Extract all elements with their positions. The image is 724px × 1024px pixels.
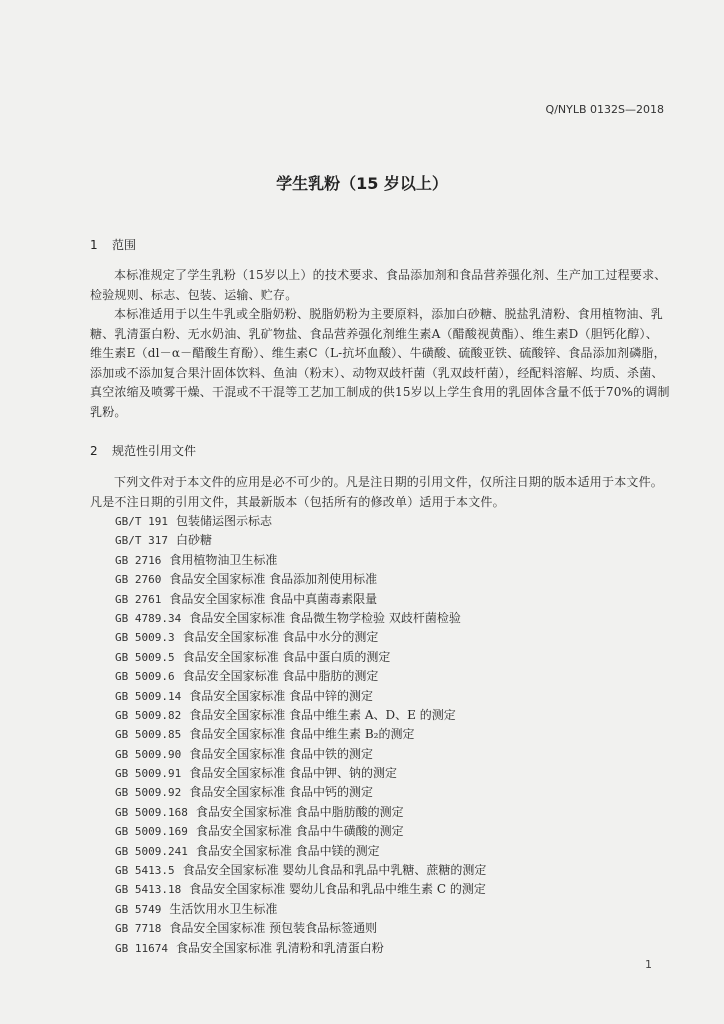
reference-title: 食品安全国家标准 食品中水分的测定 <box>182 630 379 645</box>
reference-code: GB 5009.91 <box>115 767 182 781</box>
reference-title: 生活饮用水卫生标准 <box>169 901 278 916</box>
reference-title: 食用植物油卫生标准 <box>169 552 278 567</box>
reference-item <box>115 842 486 861</box>
reference-item <box>115 570 486 589</box>
reference-code: GB 2760 <box>115 573 162 587</box>
reference-item <box>115 648 486 667</box>
reference-item <box>115 531 486 550</box>
reference-title: 食品安全国家标准 食品微生物学检验 双歧杆菌检验 <box>189 610 461 625</box>
section-1-heading <box>90 236 136 253</box>
reference-title: 食品安全国家标准 食品中铁的测定 <box>189 746 374 761</box>
reference-item <box>115 803 486 822</box>
reference-code: GB 5749 <box>115 902 162 916</box>
reference-code: GB 7718 <box>115 922 162 936</box>
reference-item <box>115 745 486 764</box>
section-2-heading <box>90 442 196 459</box>
reference-item <box>115 725 486 744</box>
reference-item <box>115 861 486 880</box>
reference-code: GB 5009.169 <box>115 825 188 839</box>
reference-item <box>115 900 486 919</box>
reference-item <box>115 667 486 686</box>
reference-title: 白砂糖 <box>175 533 212 548</box>
reference-code: GB 5009.241 <box>115 844 188 858</box>
reference-item <box>115 609 486 628</box>
reference-code: GB 4789.34 <box>115 611 182 625</box>
reference-title: 食品安全国家标准 食品中脂肪的测定 <box>182 669 379 684</box>
page-number: 1 <box>645 958 652 971</box>
reference-title: 食品安全国家标准 婴幼儿食品和乳品中乳糖、蔗糖的测定 <box>182 863 487 878</box>
reference-code: GB 11674 <box>115 941 168 955</box>
reference-code: GB 5009.82 <box>115 708 182 722</box>
reference-title: 食品安全国家标准 食品中真菌毒素限量 <box>169 591 378 606</box>
reference-code: GB/T 191 <box>115 515 168 528</box>
reference-title: 食品安全国家标准 食品中锌的测定 <box>189 688 374 703</box>
reference-item <box>115 783 486 802</box>
reference-item <box>115 939 486 958</box>
references-intro-paragraph: 下列文件对于本文件的应用是必不可少的。凡是注日期的引用文件，仅所注日期的版本适用于本文件。凡是不注日期的引用文件，其最新版本（包括所有的修改单）适用于本文件。 <box>90 475 664 509</box>
reference-code: GB 5009.92 <box>115 786 182 800</box>
reference-title: 食品安全国家标准 食品中镁的测定 <box>195 843 380 858</box>
reference-code: GB 5413.18 <box>115 883 182 897</box>
reference-code: GB 5009.3 <box>115 631 175 645</box>
reference-title: 食品安全国家标准 预包装食品标签通则 <box>169 921 378 936</box>
reference-title: 食品安全国家标准 食品添加剂使用标准 <box>169 572 378 587</box>
document-code: Q/NYLB 0132S—2018 <box>545 103 664 116</box>
reference-code: GB 5009.14 <box>115 689 182 703</box>
reference-item <box>115 919 486 938</box>
reference-item <box>115 706 486 725</box>
reference-title: 食品安全国家标准 食品中蛋白质的测定 <box>182 649 391 664</box>
reference-code: GB 5009.168 <box>115 805 188 819</box>
reference-item <box>115 880 486 899</box>
reference-title: 食品安全国家标准 食品中脂肪酸的测定 <box>195 804 404 819</box>
reference-code: GB 5009.85 <box>115 728 182 742</box>
reference-list <box>115 512 486 958</box>
reference-title: 食品安全国家标准 食品中钾、钠的测定 <box>189 766 398 781</box>
scope-paragraph-1: 本标准规定了学生乳粉（15岁以上）的技术要求、食品添加剂和食品营养强化剂、生产加工过程要求、检验规则、标志、包装、运输、贮存。 <box>90 268 667 302</box>
reference-code: GB 5009.90 <box>115 747 182 761</box>
reference-title: 食品安全国家标准 婴幼儿食品和乳品中维生素 C 的测定 <box>189 882 486 897</box>
reference-title: 包装储运图示标志 <box>175 514 272 528</box>
section-2-number: 2 <box>90 444 98 458</box>
reference-item <box>115 764 486 783</box>
reference-item <box>115 822 486 841</box>
reference-title: 食品安全国家标准 乳清粉和乳清蛋白粉 <box>175 940 384 955</box>
reference-item <box>115 551 486 570</box>
reference-code: GB/T 317 <box>115 534 168 548</box>
reference-title: 食品安全国家标准 食品中牛磺酸的测定 <box>195 824 404 839</box>
section-1-title: 范围 <box>112 238 137 252</box>
scope-paragraph-2: 本标准适用于以生牛乳或全脂奶粉、脱脂奶粉为主要原料，添加白砂糖、脱盐乳清粉、食用植物油、乳糖、乳清蛋白粉、无水奶油、乳矿物盐、食品营养强化剂维生素A（醋酸视黄酯）、维生素D（胆钙化醇）、维生素E（dl－α－醋酸生育酚）、维生素C（L-抗坏血酸）、牛磺酸、硫酸亚铁、硫酸锌、食品添加剂磷脂，添加或不添加复合果汁固体饮料、鱼油（粉末）、动物双歧杆菌（乳双歧杆菌），经配料溶解、均质、杀菌、真空浓缩及喷雾干燥、干混或不干混等工艺加工制成的供15岁以上学生食用的乳固体含量不低于70%的调制乳粉。 <box>90 307 670 419</box>
reference-item <box>115 590 486 609</box>
reference-title: 食品安全国家标准 食品中维生素 A、D、E 的测定 <box>189 707 456 722</box>
section-1-number: 1 <box>90 238 98 252</box>
document-title: 学生乳粉（15 岁以上） <box>276 174 448 193</box>
reference-code: GB 5413.5 <box>115 864 175 878</box>
reference-code: GB 2716 <box>115 553 162 567</box>
reference-title: 食品安全国家标准 食品中钙的测定 <box>189 785 374 800</box>
section-2-title: 规范性引用文件 <box>112 444 197 458</box>
reference-item <box>115 512 486 531</box>
reference-item <box>115 628 486 647</box>
reference-title: 食品安全国家标准 食品中维生素 B₂的测定 <box>189 727 415 742</box>
reference-item <box>115 687 486 706</box>
reference-code: GB 2761 <box>115 592 162 606</box>
reference-code: GB 5009.5 <box>115 650 175 664</box>
reference-code: GB 5009.6 <box>115 670 175 684</box>
